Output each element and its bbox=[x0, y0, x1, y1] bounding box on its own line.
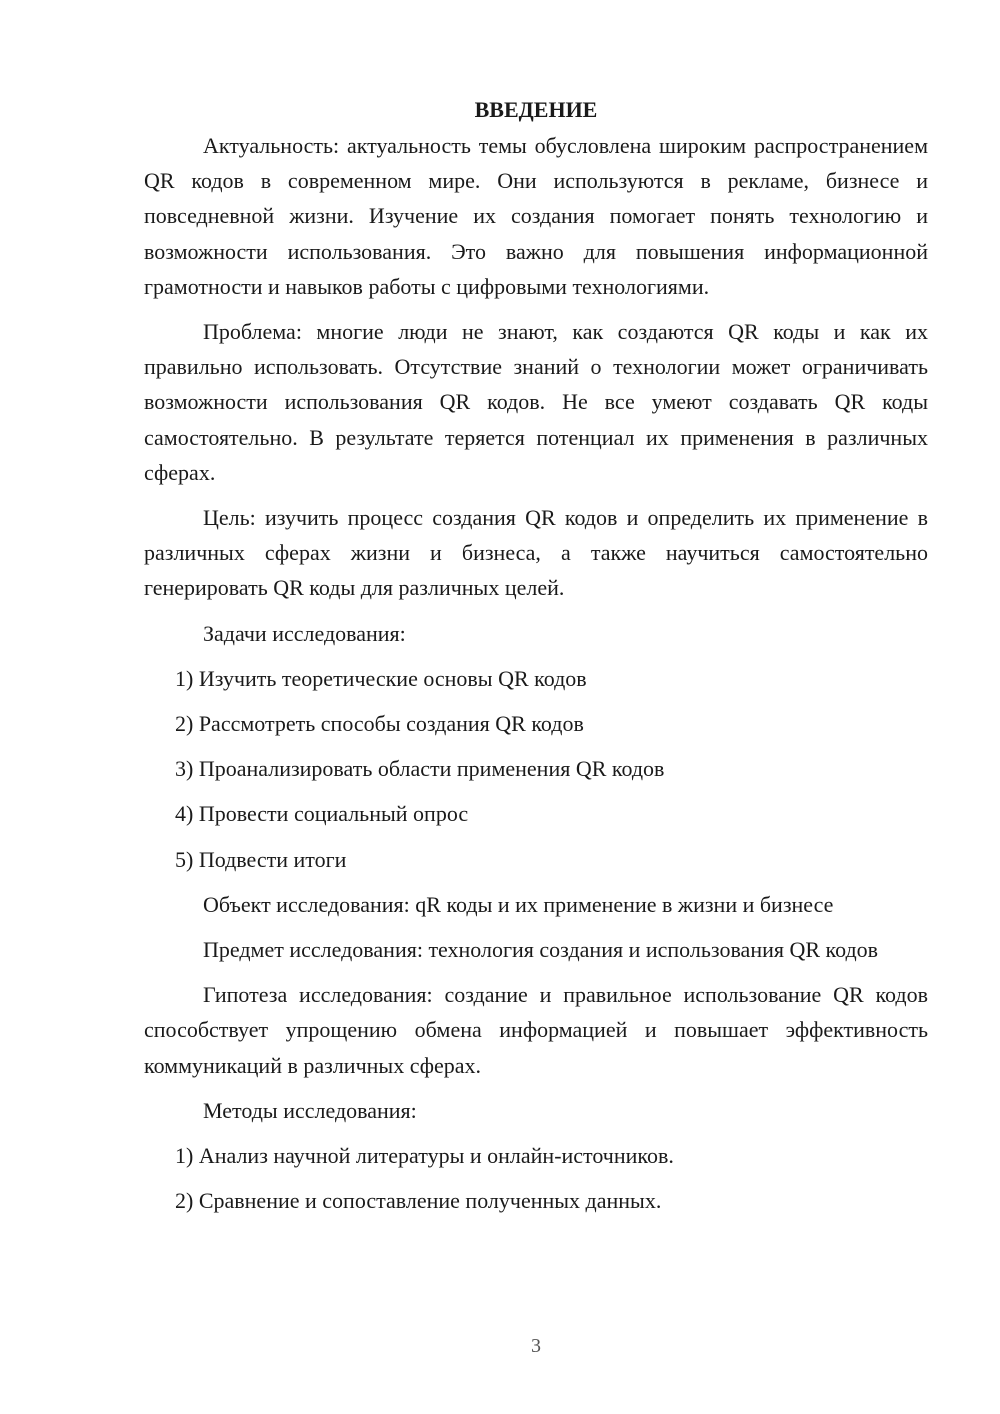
paragraph-hypothesis: Гипотеза исследования: создание и правильное использование QR кодов способствует упрощению обмена информацией и повышает эффективность коммуникаций в различных сферах. bbox=[144, 982, 928, 1078]
list-item: 1) Анализ научной литературы и онлайн-источников. bbox=[175, 1143, 674, 1169]
list-item: 2) Сравнение и сопоставление полученных данных. bbox=[175, 1188, 662, 1214]
paragraph-subject: Предмет исследования: технология создания и использования QR кодов bbox=[203, 937, 879, 963]
list-item: 1) Изучить теоретические основы QR кодов bbox=[175, 665, 587, 691]
paragraph-relevance: Актуальность: актуальность темы обусловлена широким распространением QR кодов в современном мире. Они используются в рекламе, бизнесе и повседневной жизни. Изучение их создания помогает понять технологию и возможности использования. Это важно для повышения информационной грамотности и навыков работы с цифровыми технологиями. bbox=[144, 133, 928, 299]
section-title: ВВЕДЕНИЕ bbox=[474, 97, 598, 122]
tasks-list bbox=[144, 661, 928, 877]
methods-list bbox=[144, 1138, 928, 1218]
paragraph-object: Объект исследования: qR коды и их применение в жизни и бизнесе bbox=[203, 891, 834, 917]
paragraph-goal: Цель: изучить процесс создания QR кодов и определить их применение в различных сферах жизни и бизнеса, а также научиться самостоятельно генерировать QR коды для различных целей. bbox=[144, 505, 928, 601]
page-number: 3 bbox=[531, 1335, 541, 1357]
list-item: 2) Рассмотреть способы создания QR кодов bbox=[175, 711, 584, 737]
list-item: 4) Провести социальный опрос bbox=[175, 801, 469, 827]
list-item: 5) Подвести итоги bbox=[175, 846, 347, 872]
list-item: 3) Проанализировать области применения QR кодов bbox=[175, 756, 665, 782]
methods-heading: Методы исследования: bbox=[203, 1097, 417, 1123]
tasks-heading: Задачи исследования: bbox=[203, 620, 406, 646]
paragraph-problem: Проблема: многие люди не знают, как создаются QR коды и как их правильно использовать. Отсутствие знаний о технологии может ограничивать возможности использования QR кодов. Не все умеют создавать QR коды самостоятельно. В результате теряется потенциал их применения в различных сферах. bbox=[144, 319, 928, 485]
document-page bbox=[144, 94, 928, 1228]
